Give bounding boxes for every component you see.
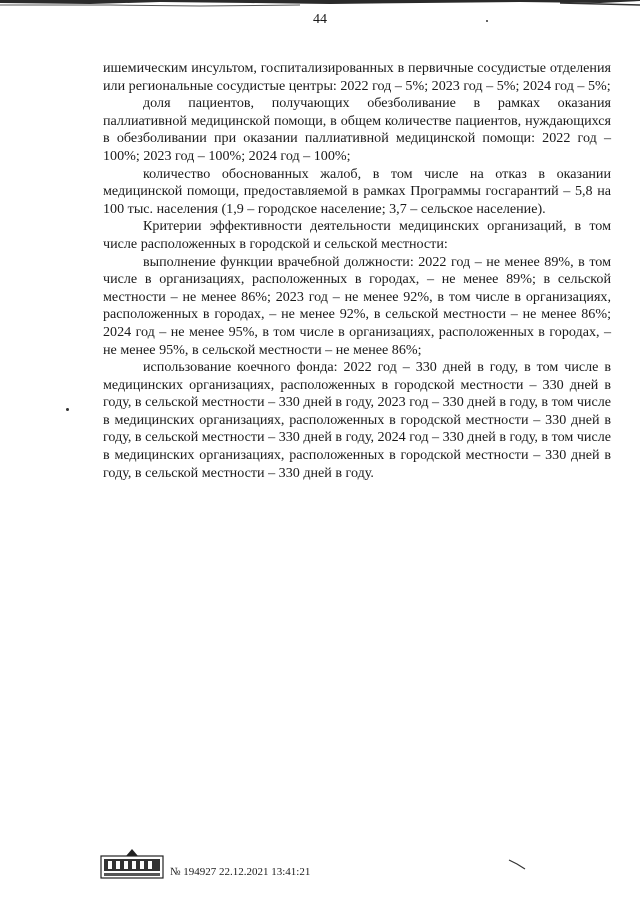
document-registration-number: № 194927 22.12.2021 13:41:21 [170, 866, 311, 878]
scan-speck [66, 408, 69, 411]
page-number: 44 [313, 12, 327, 27]
paragraph-efficiency-criteria: Критерии эффективности деятельности медицинских организаций, в том числе расположенных в городской и сельской местности: [103, 218, 611, 252]
document-body [103, 60, 611, 482]
paragraph-bed-usage: использование коечного фонда: 2022 год – 330 дней в году, в том числе в медицинских организациях, расположенных в городской местности – 330 дней в году, в сельской местности – 330 дней в году, 2023 год – 330 дней в году, в том числе в медицинских организациях, расположенных в городской местности – 330 дней в году, в сельской местности – 330 дней в году, 2024 год – 330 дней в году, в том числе в медицинских организациях, расположенных в городской местности – 330 дней в году, в сельской местности – 330 дней в году. [103, 359, 611, 481]
pen-mark-icon [508, 858, 526, 870]
seal-stamp-icon [100, 846, 164, 882]
scan-edge-shadow [0, 0, 640, 12]
paragraph-complaints: количество обоснованных жалоб, в том числе на отказ в оказании медицинской помощи, предоставляемой в рамках Программы госгарантий – 5,8 на 100 тыс. населения (1,9 – городское население; 3,7 – сельское население). [103, 165, 611, 217]
paragraph-palliative-pain-relief: доля пациентов, получающих обезболивание в рамках оказания паллиативной медицинской помощи, в общем количестве пациентов, нуждающихся в обезболивании при оказании паллиативной медицинской помощи: 2022 год – 100%; 2023 год – 100%; 2024 год – 100%; [103, 95, 611, 164]
scan-speck [486, 20, 488, 22]
paragraph-physician-function: выполнение функции врачебной должности: 2022 год – не менее 89%, в том числе в организациях, расположенных в городах, – не менее 89%; в сельской местности – не менее 86%; 2023 год – не менее 92%, в том числе в организациях, расположенных в городах, – не менее 92%, в сельской местности – не менее 86%; 2024 год – не менее 95%, в том числе в организациях, расположенных в городах, – не менее 95%, в сельской местности – не менее 86%; [103, 253, 611, 358]
paragraph-stroke-patients: ишемическим инсультом, госпитализированных в первичные сосудистые отделения или региональные сосудистые центры: 2022 год – 5%; 2023 год – 5%; 2024 год – 5%; [103, 60, 611, 94]
